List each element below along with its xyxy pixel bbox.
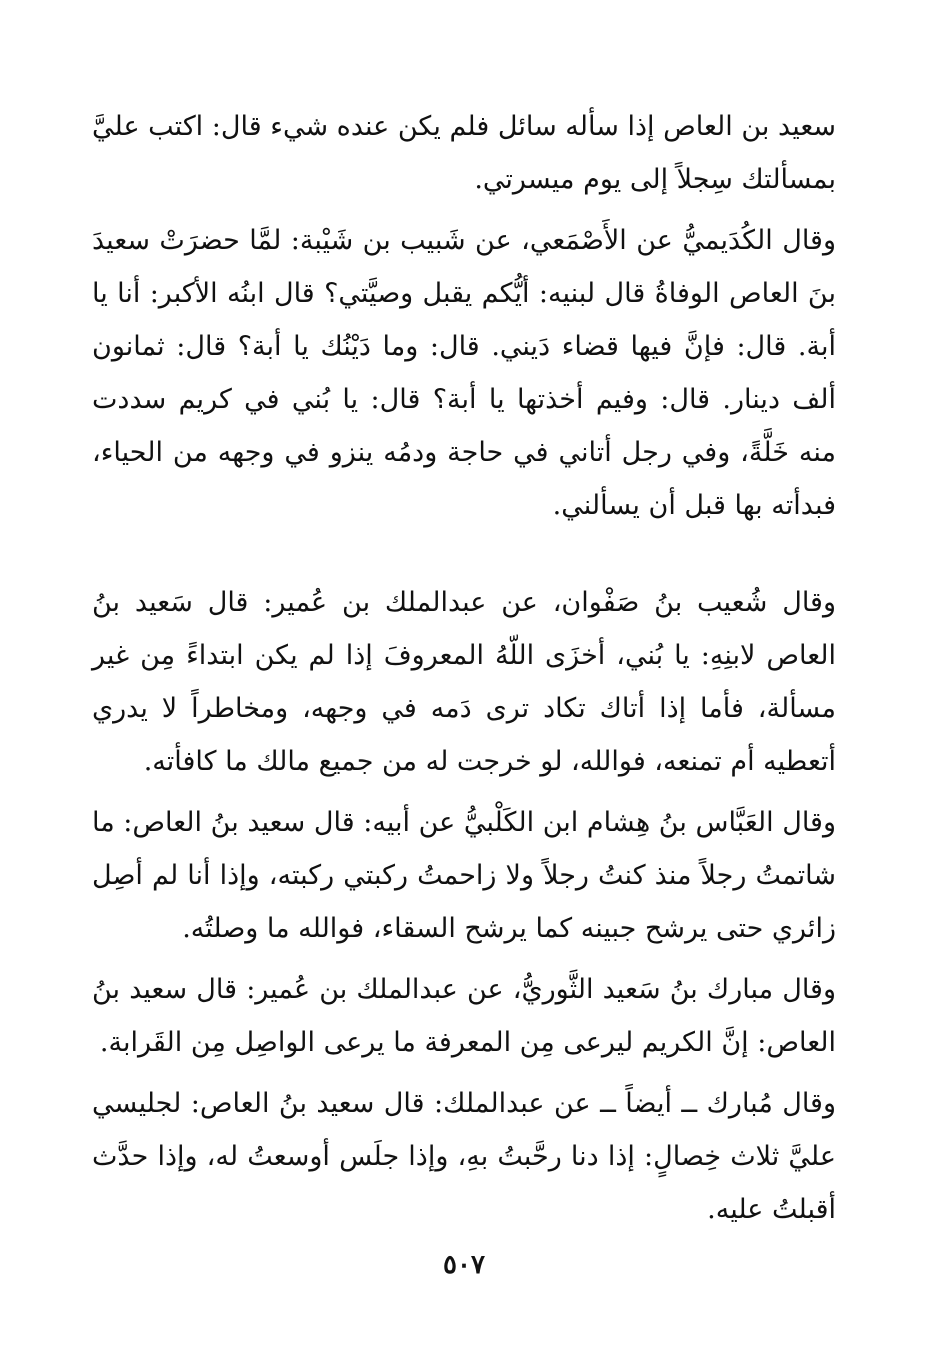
paragraph-3: وقال شُعيب بنُ صَفْوان، عن عبدالملك بن عُمير: قال سَعيد بنُ العاص لابنِهِ: يا بُني، أخزَى اللّهُ المعروفَ إذا لم يكن ابتداءً مِن غير مسألة، فأما إذا أتاك تكاد ترى دَمه في وجهه، ومخاطراً لا يدري أتعطيه أم تمنعه، فوالله، لو خرجت له من جميع مالك ما كافأته. xyxy=(92,587,836,777)
paragraph-1: سعيد بن العاص إذا سأله سائل فلم يكن عنده شيء قال: اكتب عليَّ بمسألتك سِجلاً إلى يوم ميسرتي. xyxy=(92,111,836,195)
paragraph-2: وقال الكُدَيميُّ عن الأَصْمَعي، عن شَبيب بن شَيْبة: لمَّا حضرَتْ سعيدَ بنَ العاص الوفاةُ قال لبنيه: أيُّكم يقبل وصيَّتي؟ قال ابنُه الأكبر: أنا يا أبة. قال: فإنَّ فيها قضاء دَيني. قال: وما دَيْنُك يا أبة؟ قال: ثمانون ألف دينار. قال: وفيم أخذتها يا أبة؟ قال: يا بُني في كريم سددت منه خَلَّةً، وفي رجل أتاني في حاجة ودمُه ينزو في وجهه من الحياء، فبدأته بها قبل أن يسألني. xyxy=(92,225,836,521)
page-number: ٥٠٧ xyxy=(443,1250,485,1280)
paragraph-5: وقال مبارك بنُ سَعيد الثَّوريُّ، عن عبدالملك بن عُمير: قال سعيد بنُ العاص: إنَّ الكريم ليرعى مِن المعرفة ما يرعى الواصِل مِن القَرابة. xyxy=(92,974,836,1058)
paragraph-4: وقال العَبَّاس بنُ هِشام ابن الكَلْبيُّ عن أبيه: قال سعيد بنُ العاص: ما شاتمتُ رجلاً منذ كنتُ رجلاً ولا زاحمتُ ركبتي ركبته، وإذا أنا لم أصِل زائري حتى يرشح جبينه كما يرشح السقاء، فوالله ما وصلتُه. xyxy=(92,807,836,944)
paragraph-6: وقال مُبارك ــ أيضاً ــ عن عبدالملك: قال سعيد بنُ العاص: لجليسي عليَّ ثلاث خِصالٍ: إذا دنا رحَّبتُ بهِ، وإذا جلَس أوسعتُ له، وإذا حدَّث أقبلتُ عليه. xyxy=(92,1088,836,1225)
page-body xyxy=(92,100,836,1236)
